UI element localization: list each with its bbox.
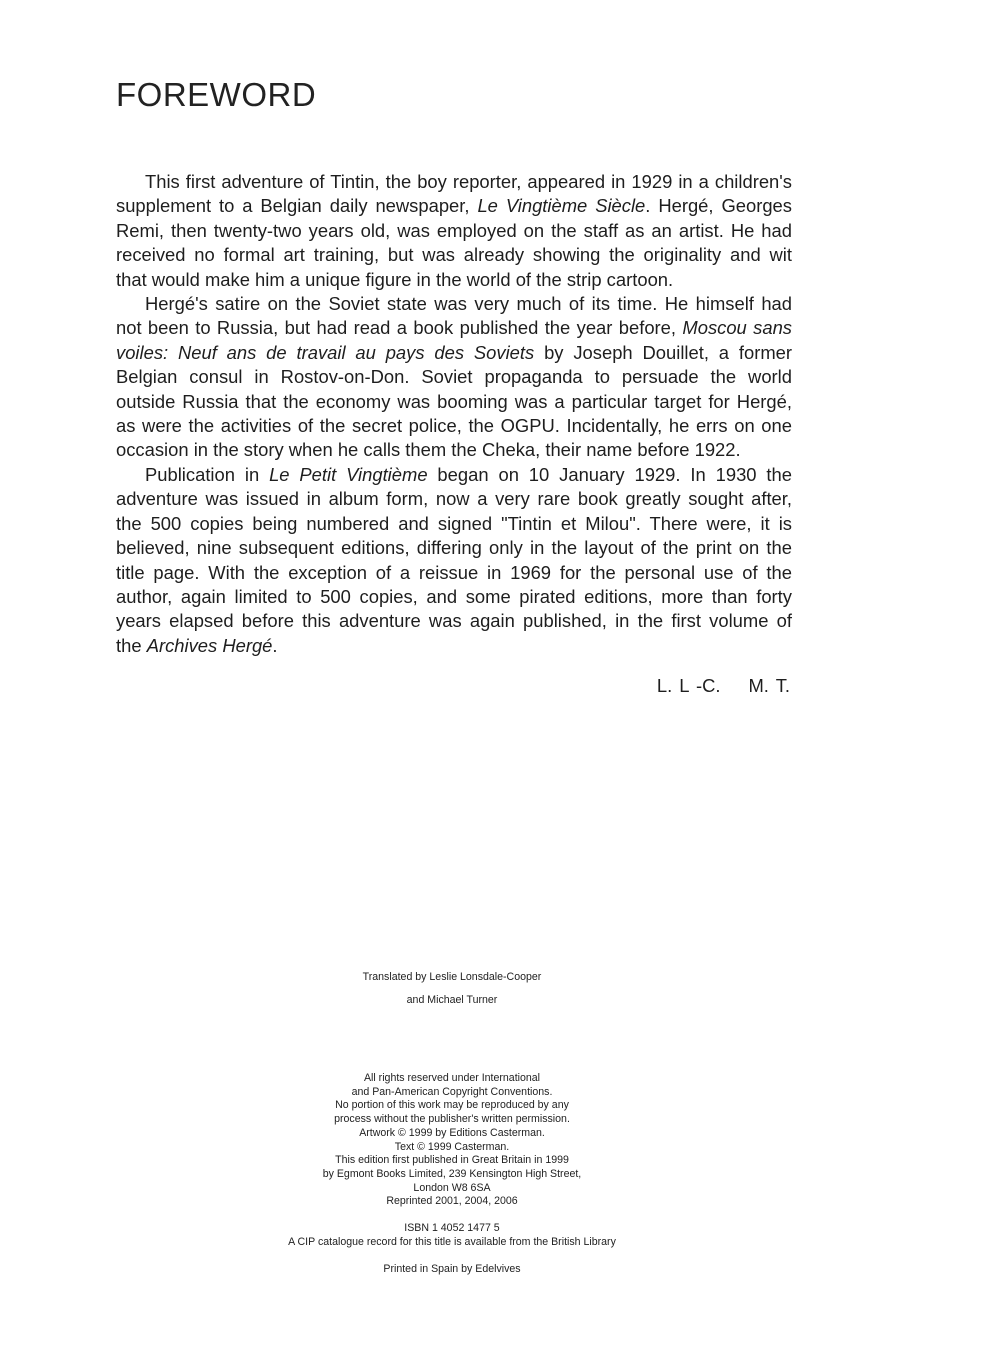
paragraph-3-line xyxy=(116,536,792,560)
rights-line: All rights reserved under International xyxy=(363,1072,541,1084)
text-run: Remi, then twenty-two years old, was employed on the staff as an artist. He had xyxy=(116,219,792,241)
rights-line: No portion of this work may be reproduced by any xyxy=(335,1099,569,1112)
page-title: FOREWORD xyxy=(116,76,317,113)
text-run: Hergé's satire on the Soviet state was very much of its time. He himself had xyxy=(145,293,792,315)
paragraph-3-line xyxy=(116,463,792,487)
text-run: . Hergé, Georges xyxy=(645,195,792,217)
text-run: not been to Russia, but had read a book published the year before, xyxy=(116,317,683,339)
credit-line: Translated by Leslie Lonsdale-Cooper xyxy=(362,971,542,983)
text-run: the xyxy=(116,634,147,656)
paragraph-3-line xyxy=(116,561,792,585)
text-run: that would make him a unique figure in the world of the strip cartoon. xyxy=(116,268,674,290)
isbn-block xyxy=(252,1222,652,1249)
signature xyxy=(629,675,790,697)
text-run: author, again limited to 500 copies, and some pirated editions, more than forty xyxy=(116,585,792,607)
isbn: ISBN 1 4052 1477 5 xyxy=(404,1222,500,1234)
paragraph-1-line xyxy=(116,268,792,292)
text-run: This first adventure of Tintin, the boy reporter, appeared in 1929 in a children's xyxy=(145,171,792,192)
rights-line: Text © 1999 Casterman. xyxy=(394,1140,510,1153)
signature-author-1: L. L -C. xyxy=(656,675,721,696)
text-run: . xyxy=(272,634,278,656)
italic-title: Moscou sans xyxy=(682,317,792,339)
copyright-notice xyxy=(252,1072,652,1209)
italic-title: Le Vingtième Siècle xyxy=(477,195,646,217)
paragraph-2-line xyxy=(116,316,792,340)
paragraph-2-line xyxy=(116,414,792,438)
paragraph-3-line xyxy=(116,609,792,633)
text-run: outside Russia that the economy was booming was a particular target for Hergé, xyxy=(116,390,792,412)
paragraph-2-line xyxy=(116,390,792,414)
text-run: occasion in the story when he calls them the Cheka, their name before 1922. xyxy=(116,439,741,461)
text-run: title page. With the exception of a reissue in 1969 for the personal use of the xyxy=(116,561,792,583)
text-run: supplement to a Belgian daily newspaper, xyxy=(116,195,478,217)
paragraph-3-line xyxy=(116,585,792,609)
paragraph-2-line xyxy=(116,292,792,316)
rights-line: Reprinted 2001, 2004, 2006 xyxy=(386,1195,518,1208)
rights-line: Artwork © 1999 by Editions Casterman. xyxy=(359,1126,545,1139)
text-run: Publication in xyxy=(145,463,270,485)
text-run: believed, nine subsequent editions, differing only in the layout of the print on the xyxy=(116,537,792,559)
text-run: the 500 copies being numbered and signed "Tintin et Milou". There were, it is xyxy=(116,512,792,534)
rights-line: This edition first published in Great Britain in 1999 xyxy=(335,1154,569,1167)
text-run: by Joseph Douillet, a former xyxy=(534,341,793,363)
signature-author-2: M. T. xyxy=(748,675,790,696)
paragraph-2-line xyxy=(116,438,792,462)
paragraph-3-line xyxy=(116,487,792,511)
credit-line: and Michael Turner xyxy=(406,994,498,1006)
text-run: received no formal art training, but was already showing the originality and wit xyxy=(116,244,792,266)
foreword-body xyxy=(116,170,792,658)
paragraph-3-line xyxy=(116,634,792,658)
paragraph-1-line xyxy=(116,219,792,243)
paragraph-2-line xyxy=(116,365,792,389)
italic-title: voiles: Neuf ans de travail au pays des Soviets xyxy=(116,341,535,363)
text-run: Belgian consul in Rostov-on-Don. Soviet propaganda to persuade the world xyxy=(116,366,792,388)
paragraph-1-line xyxy=(116,170,792,194)
text-run: began on 10 January 1929. In 1930 the xyxy=(427,463,792,485)
paragraph-3-line xyxy=(116,512,792,536)
text-run: years elapsed before this adventure was again published, in the first volume of xyxy=(116,610,792,632)
rights-line: London W8 6SA xyxy=(413,1181,491,1194)
text-run: adventure was issued in album form, now a very rare book greatly sought after, xyxy=(116,488,792,510)
paragraph-1-line xyxy=(116,194,792,218)
translation-credits xyxy=(252,966,652,1012)
printer-note: Printed in Spain by Edelvives xyxy=(383,1263,521,1275)
italic-title: Le Petit Vingtième xyxy=(269,463,428,485)
rights-line: and Pan-American Copyright Conventions. xyxy=(351,1085,553,1098)
paragraph-2-line xyxy=(116,341,792,365)
rights-line: process without the publisher's written permission. xyxy=(334,1113,570,1126)
text-run: as were the activities of the secret police, the OGPU. Incidentally, he errs on one xyxy=(116,415,792,437)
cip-note: A CIP catalogue record for this title is available from the British Library xyxy=(288,1235,616,1248)
rights-line: by Egmont Books Limited, 239 Kensington High Street, xyxy=(322,1167,582,1180)
italic-title: Archives Hergé xyxy=(146,634,273,656)
paragraph-1-line xyxy=(116,243,792,267)
